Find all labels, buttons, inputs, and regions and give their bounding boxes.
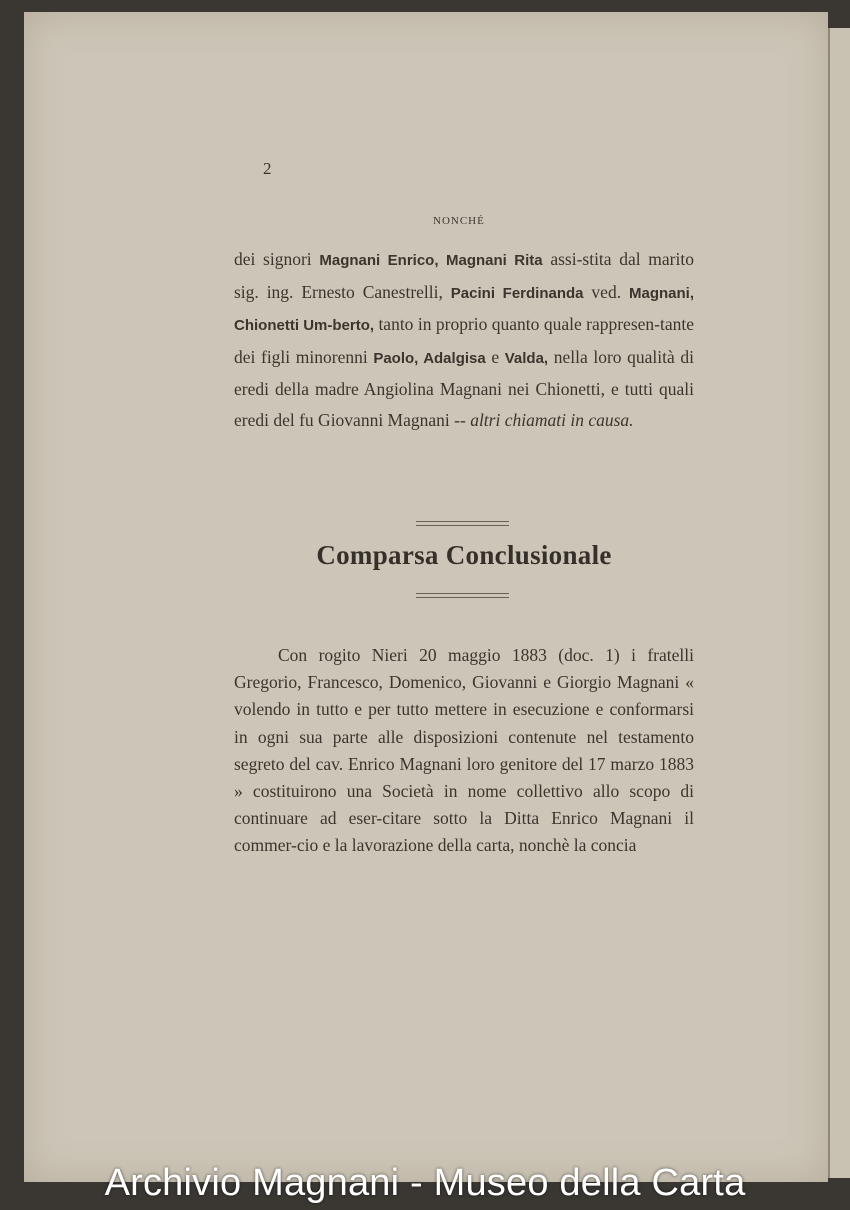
bold-name: Valda, [504, 349, 549, 367]
next-page-edge [828, 28, 850, 1178]
text-span: assi-stita dal marito sig. ing. Ernesto Canestrelli, [234, 249, 694, 302]
body-paragraph [234, 642, 694, 860]
bold-name: Paolo, Adalgisa [373, 349, 486, 367]
archive-watermark: Archivio Magnani - Museo della Carta [104, 1162, 746, 1204]
bold-name: Magnani, Chionetti Um-berto, [234, 284, 694, 334]
text-span: ved. [583, 281, 629, 302]
double-rule-top [416, 521, 509, 526]
text-span: nella loro qualità di eredi della madre Angiolina Magnani nei Chionetti, e tutti quali eredi del fu Giovanni Magnani -- [234, 346, 694, 430]
double-rule-bottom [416, 593, 509, 598]
parties-paragraph [234, 244, 694, 435]
bold-name: Pacini Ferdinanda [450, 284, 584, 302]
section-heading: Comparsa Conclusionale [316, 540, 612, 570]
text-span: tanto in proprio quanto quale rappresen-tante dei figli minorenni [234, 314, 694, 367]
page-number: 2 [263, 159, 272, 178]
nonche-label: NONCHÉ [433, 215, 485, 227]
body-text: Con rogito Nieri 20 maggio 1883 (doc. 1) i fratelli Gregorio, Francesco, Domenico, Giovanni e Giorgio Magnani « volendo in tutto e per tutto mettere in esecuzione e conformarsi in ogni sua parte alle disposizioni contenute nel testamento segreto del cav. Enrico Magnani loro genitore del 17 marzo 1883 » costituirono una Società in nome collettivo allo scopo di continuare ad eser-citare sotto la Ditta Enrico Magnani il commer-cio e la lavorazione della carta, nonchè la concia [234, 645, 694, 856]
italic-text: altri chiamati in causa. [470, 409, 634, 430]
text-span: dei signori [234, 249, 320, 269]
text-span: e [485, 346, 505, 367]
bold-name: Magnani Enrico, Magnani Rita [319, 252, 543, 269]
